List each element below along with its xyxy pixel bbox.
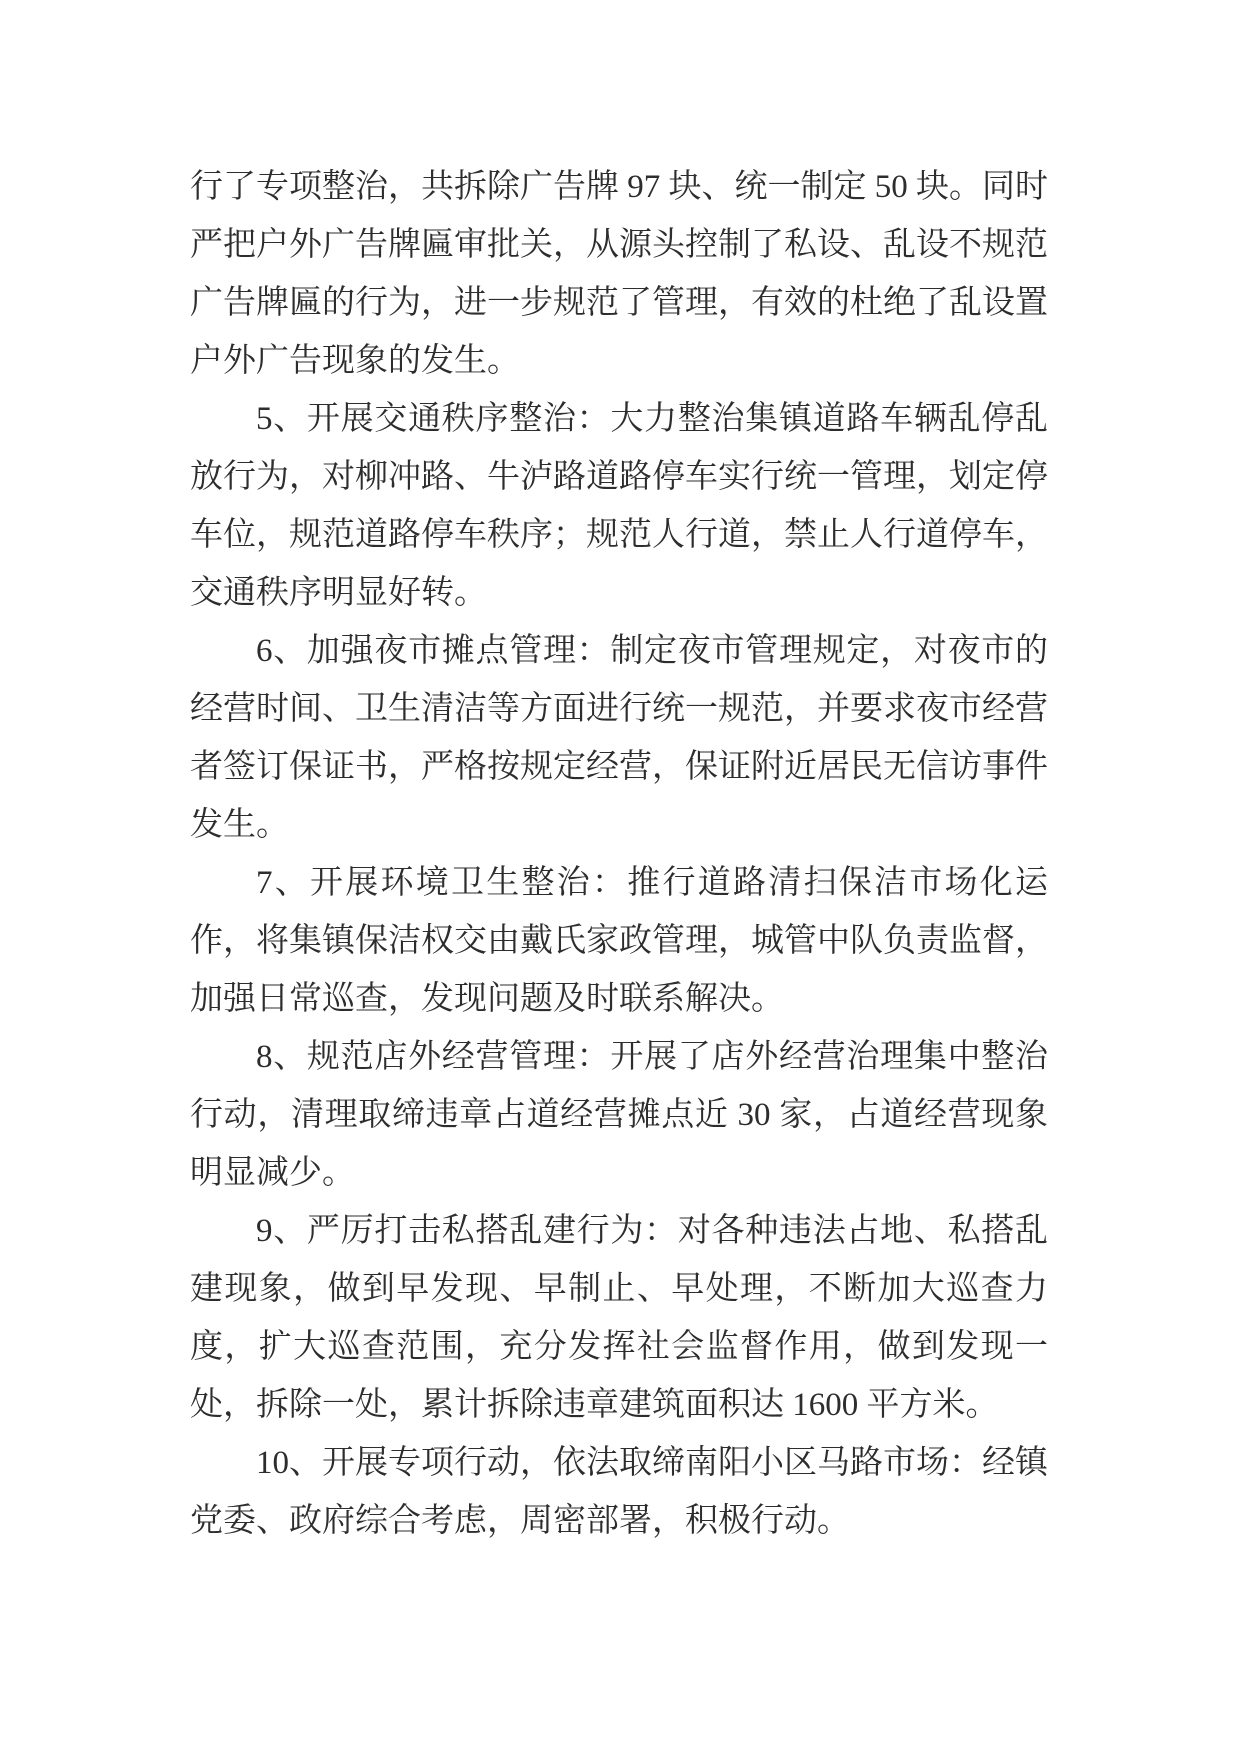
paragraph-item-6: 6、加强夜市摊点管理：制定夜市管理规定，对夜市的经营时间、卫生清洁等方面进行统一规范，并要求夜市经营者签订保证书，严格按规定经营，保证附近居民无信访事件发生。	[190, 633, 1048, 843]
paragraph-item-7: 7、开展环境卫生整治：推行道路清扫保洁市场化运作，将集镇保洁权交由戴氏家政管理，城管中队负责监督，加强日常巡查，发现问题及时联系解决。	[190, 865, 1048, 1017]
paragraph-item-8: 8、规范店外经营管理：开展了店外经营治理集中整治行动，清理取缔违章占道经营摊点近 30 家，占道经营现象明显减少。	[190, 1039, 1048, 1191]
document-text-block	[190, 158, 1048, 1550]
paragraph-item-10: 10、开展专项行动，依法取缔南阳小区马路市场：经镇党委、政府综合考虑，周密部署，积极行动。	[190, 1445, 1048, 1539]
paragraph-item-5: 5、开展交通秩序整治：大力整治集镇道路车辆乱停乱放行为，对柳冲路、牛泸路道路停车实行统一管理，划定停车位，规范道路停车秩序；规范人行道，禁止人行道停车，交通秩序明显好转。	[190, 401, 1048, 611]
paragraph-continuation: 行了专项整治，共拆除广告牌 97 块、统一制定 50 块。同时严把户外广告牌匾审批关，从源头控制了私设、乱设不规范广告牌匾的行为，进一步规范了管理，有效的杜绝了乱设置户外广告现象的发生。	[190, 169, 1048, 379]
paragraph-item-9: 9、严厉打击私搭乱建行为：对各种违法占地、私搭乱建现象，做到早发现、早制止、早处理，不断加大巡查力度，扩大巡查范围，充分发挥社会监督作用，做到发现一处，拆除一处，累计拆除违章建筑面积达 1600 平方米。	[190, 1213, 1048, 1423]
